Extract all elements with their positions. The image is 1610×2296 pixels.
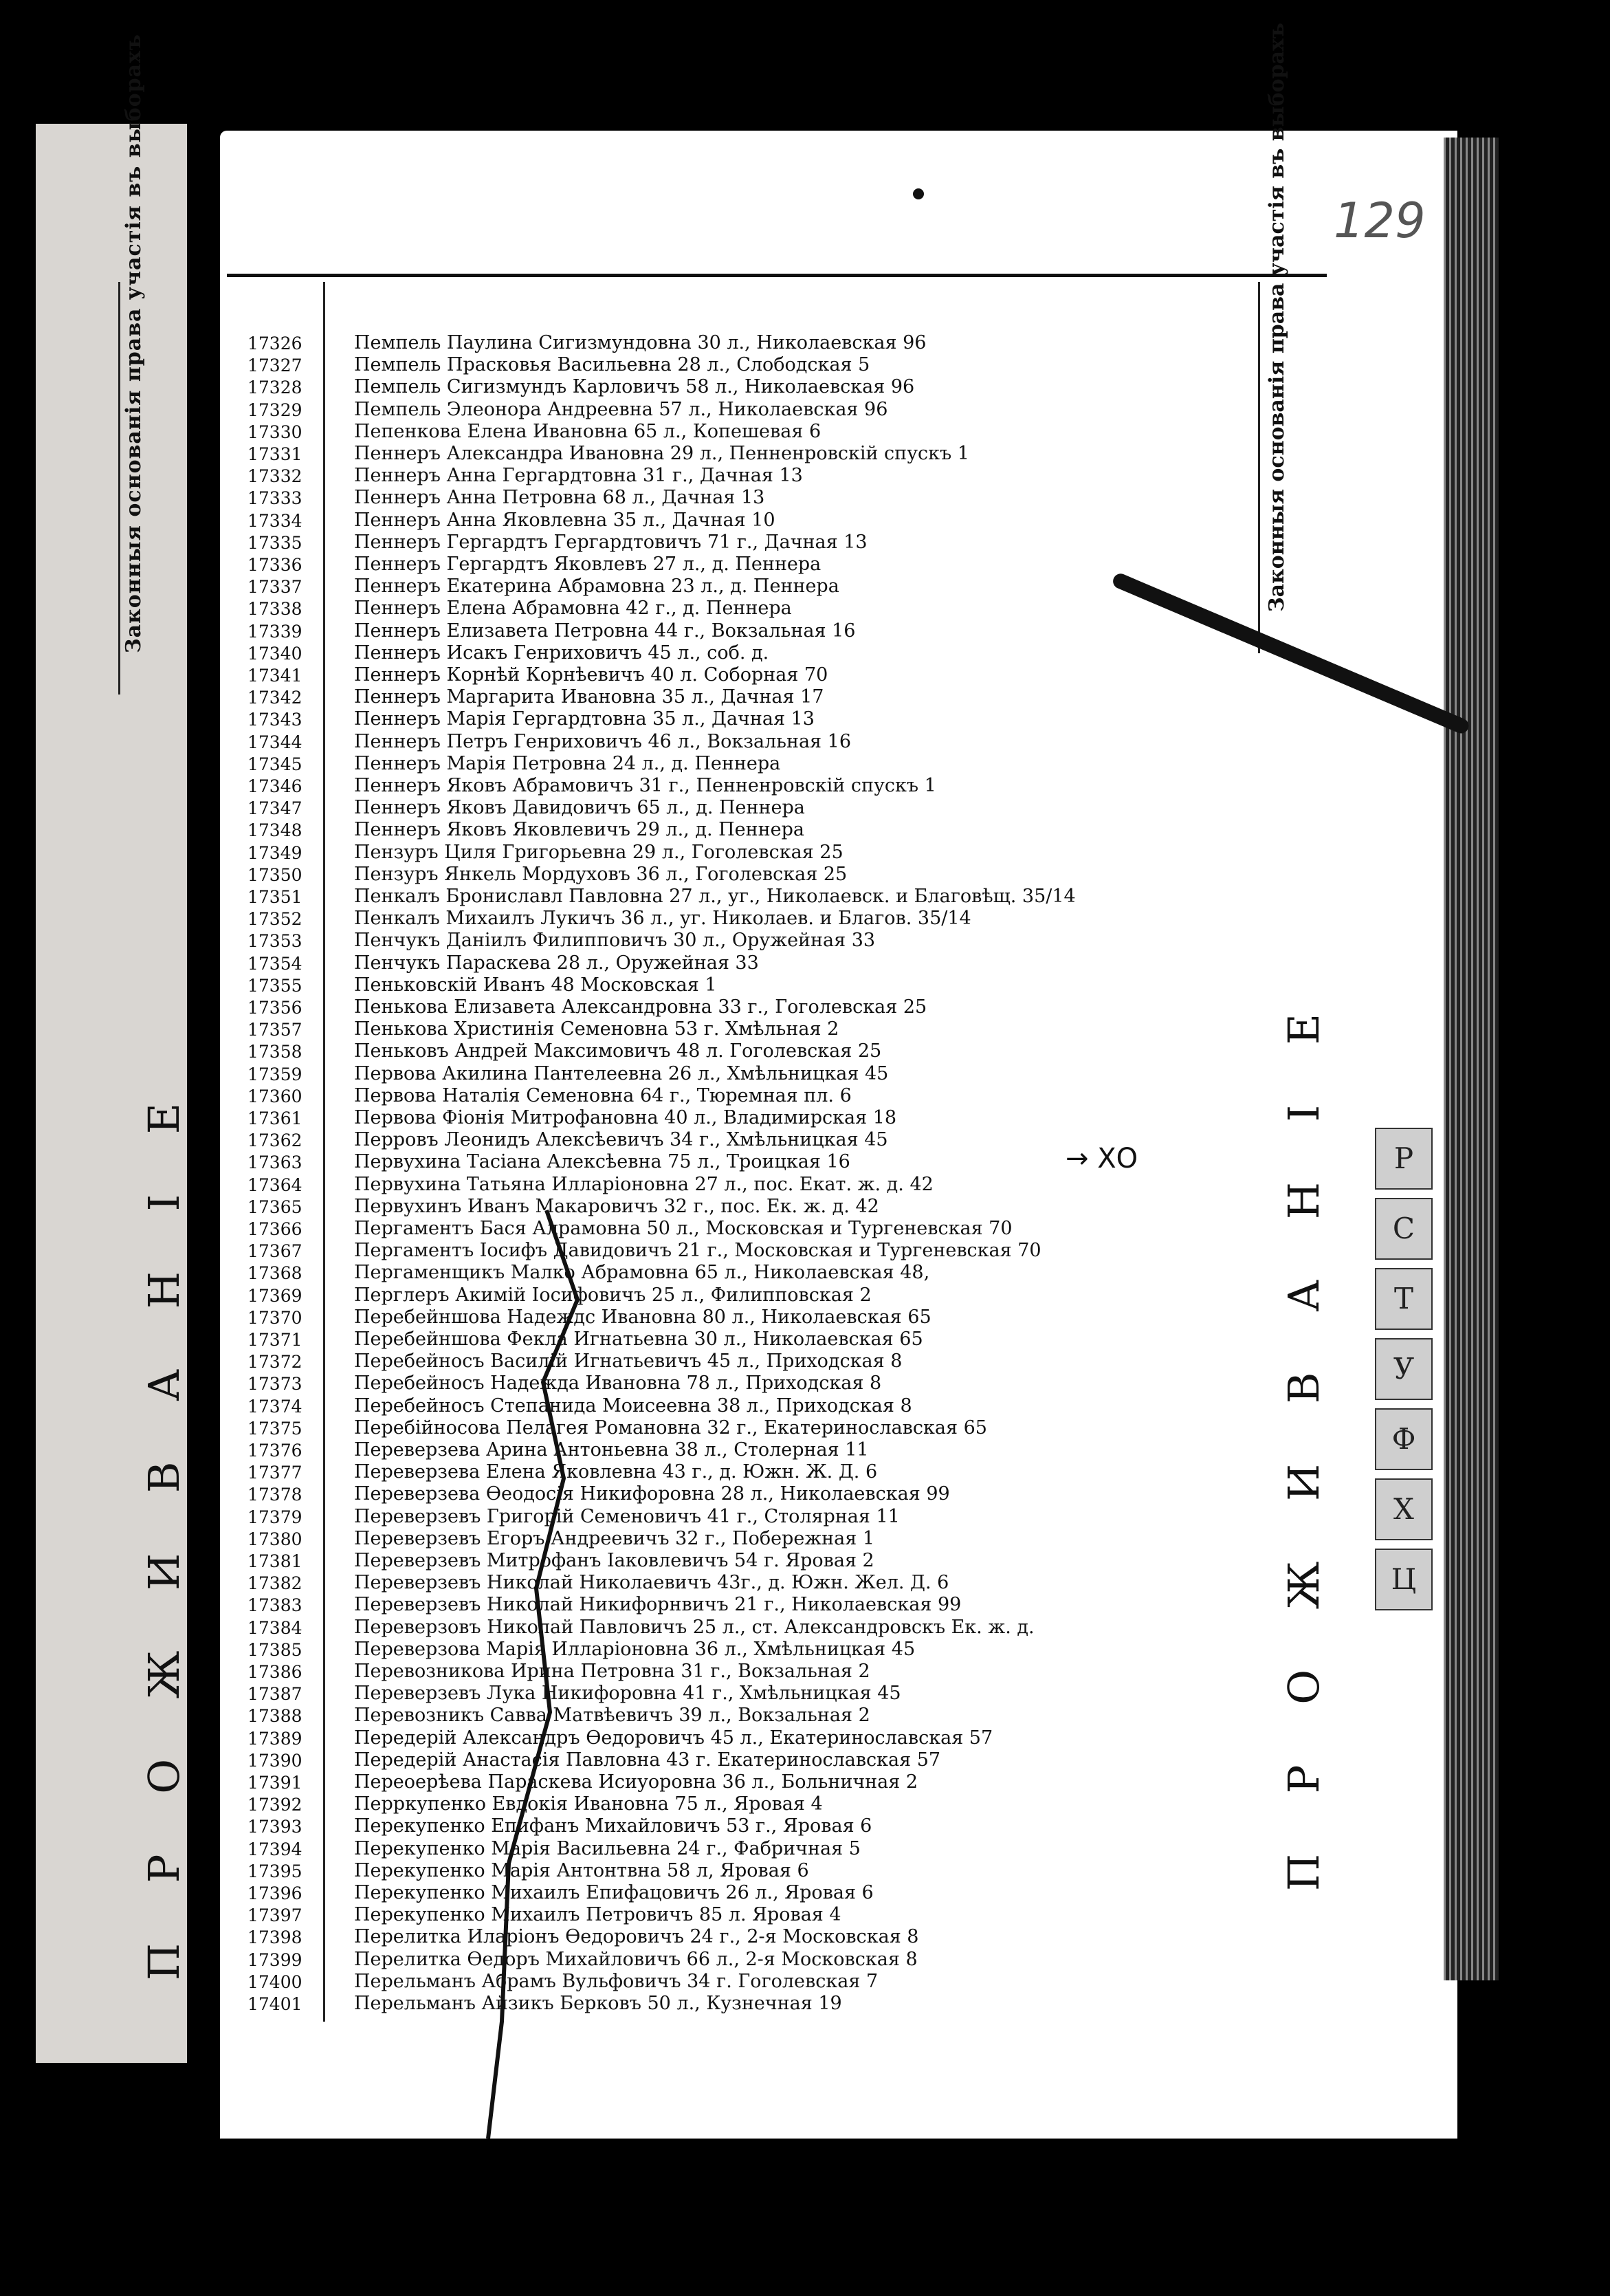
entry-number: 17339 <box>247 621 302 642</box>
entry-number: 17331 <box>247 444 302 464</box>
entry-text: Первухинъ Иванъ Макаровичъ 32 г., пос. Ек. ж. д. 42 <box>354 1195 879 1217</box>
register-page <box>220 23 1457 2139</box>
entry-number: 17345 <box>247 754 302 774</box>
entry-number: 17378 <box>247 1485 302 1505</box>
entry-number: 17337 <box>247 577 302 598</box>
entry-text: Пеннеръ Маргарита Ивановна 35 л., Дачная 17 <box>354 686 824 708</box>
entry-number: 17336 <box>247 555 302 575</box>
entry-number: 17338 <box>247 599 302 620</box>
entry-number: 17387 <box>247 1684 302 1705</box>
entry-text: Пеннеръ Елена Абрамовна 42 г., д. Пеннера <box>354 598 792 620</box>
entry-text: Перебейносъ Василій Игнатьевичъ 45 л., Приходская 8 <box>354 1351 903 1373</box>
entry-text: Пеннеръ Анна Гергардтовна 31 г., Дачная 13 <box>354 465 803 487</box>
entry-number: 17358 <box>247 1042 302 1062</box>
entry-text: Переверзовъ Николай Павловичъ 25 л., ст. Александровскъ Ек. ж. д. <box>354 1616 1035 1638</box>
entry-number: 17401 <box>247 1994 302 2014</box>
entry-text: Пепенкова Елена Ивановна 65 л., Копешевая 6 <box>354 420 821 442</box>
entry-number: 17364 <box>247 1174 302 1195</box>
entry-text: Перебейншова Надеждс Ивановна 80 л., Николаевская 65 <box>354 1306 931 1328</box>
entry-number: 17344 <box>247 732 302 752</box>
entry-number: 17361 <box>247 1108 302 1128</box>
entry-text: Передерій Анастасія Павловна 43 г. Екатеринославская 57 <box>354 1749 941 1771</box>
entry-number: 17341 <box>247 666 302 686</box>
entry-number: 17332 <box>247 466 302 487</box>
entry-number: 17328 <box>247 378 302 398</box>
entry-text: Пеннеръ Анна Яковлевна 35 л., Дачная 10 <box>354 509 775 531</box>
entry-number: 17382 <box>247 1573 302 1594</box>
entry-number: 17363 <box>247 1152 302 1173</box>
entry-text: Пеннеръ Марія Петровна 24 л., д. Пеннера <box>354 752 781 774</box>
entry-text: Пеннеръ Яковъ Яковлевичъ 29 л., д. Пеннера <box>354 819 805 841</box>
entry-number: 17342 <box>247 688 302 708</box>
entry-number: 17379 <box>247 1507 302 1527</box>
entry-number: 17352 <box>247 909 302 930</box>
entry-number: 17374 <box>247 1396 302 1417</box>
entry-number: 17343 <box>247 710 302 730</box>
entry-text: Переверзевъ Николай Николаевичъ 43г., д. Южн. Жел. Д. 6 <box>354 1572 949 1594</box>
entry-number: 17384 <box>247 1617 302 1638</box>
entry-number: 17385 <box>247 1639 302 1660</box>
entry-number: 17340 <box>247 643 302 664</box>
page-crack <box>220 131 1457 2139</box>
entry-text: Пеннеръ Гергардтъ Гергардтовичъ 71 г., Дачная 13 <box>354 531 868 553</box>
entry-text: Пеньковъ Андрей Максимовичъ 48 л. Гоголевская 25 <box>354 1040 882 1062</box>
entry-text: Пензуръ Циля Григорьевна 29 л., Гоголевская 25 <box>354 841 843 863</box>
entry-text: Перекупенко Епифанъ Михайловичъ 53 г., Яровая 6 <box>354 1815 872 1837</box>
right-strip-header: Законныя основанія права участія въ выборахъ <box>1265 23 1289 612</box>
index-tabs <box>1375 1128 1444 1637</box>
entry-number: 17377 <box>247 1463 302 1483</box>
page-number: 129 <box>1334 193 1426 249</box>
entry-number: 17383 <box>247 1595 302 1616</box>
entry-text: Перглеръ Акимій Іосифовичъ 25 л., Филипповская 2 <box>354 1284 872 1306</box>
entry-number: 17326 <box>247 334 302 353</box>
entry-number: 17351 <box>247 887 302 907</box>
entry-text: Переверзевъ Митрофанъ Іаковлевичъ 54 г. Яровая 2 <box>354 1550 874 1571</box>
entry-text: Перркупенко Евдокія Ивановна 75 л., Яровая 4 <box>354 1793 823 1815</box>
entry-text: Перельманъ Абрамъ Вульфовичъ 34 г. Гоголевская 7 <box>354 1970 879 1992</box>
entry-text: Переверзева Елена Яковлевна 43 г., д. Южн. Ж. Д. 6 <box>354 1461 878 1483</box>
entry-text: Перельманъ Айзикъ Берковъ 50 л., Кузнечная 19 <box>354 1993 842 2014</box>
entry-number: 17372 <box>247 1352 302 1373</box>
entry-text: Пеннеръ Гергардтъ Яковлевъ 27 л., д. Пеннера <box>354 554 821 575</box>
entry-text: Перровъ Леонидъ Алексѣевичъ 34 г., Хмѣльницкая 45 <box>354 1129 888 1151</box>
entry-number: 17376 <box>247 1441 302 1461</box>
entry-number: 17397 <box>247 1905 302 1926</box>
entry-text: Перевозникова Ирина Петровна 31 г., Вокзальная 2 <box>354 1661 870 1682</box>
entry-number: 17396 <box>247 1883 302 1903</box>
entry-number: 17381 <box>247 1551 302 1571</box>
entry-text: Переверзевъ Лука Никифоровна 41 г., Хмѣльницкая 45 <box>354 1683 901 1705</box>
entry-text: Первова Фіонія Митрофановна 40 л., Владимирская 18 <box>354 1107 897 1128</box>
entry-text: Пеннеръ Екатерина Абрамовна 23 л., д. Пеннера <box>354 576 839 598</box>
left-strip-header: Законныя основанія права участія въ выборахъ <box>122 34 146 653</box>
entry-text: Первова Акилина Пантелеевна 26 л., Хмѣльницкая 45 <box>354 1062 889 1084</box>
entry-text: Пеннеръ Исакъ Генриховичъ 45 л., соб. д. <box>354 642 769 664</box>
entry-number: 17354 <box>247 953 302 974</box>
entry-text: Перекупенко Михаилъ Петровичъ 85 л. Яровая 4 <box>354 1904 841 1926</box>
entry-number: 17369 <box>247 1285 302 1306</box>
entry-text: Переверзева Ѳеодосія Никифоровна 28 л., Николаевская 99 <box>354 1483 950 1505</box>
entry-number: 17388 <box>247 1706 302 1727</box>
entry-number: 17366 <box>247 1219 302 1239</box>
entry-text: Переверзевъ Григорій Семеновичъ 41 г., Столярная 11 <box>354 1505 900 1527</box>
entry-number: 17373 <box>247 1374 302 1395</box>
index-tab[interactable]: С <box>1375 1198 1433 1260</box>
entry-text: Перевозникъ Савва Матвѣевичъ 39 л., Вокзальная 2 <box>354 1705 870 1727</box>
entry-text: Первухина Тасіана Алексѣевна 75 л., Троицкая 16 <box>354 1151 850 1173</box>
entry-text: Перелитка Ѳедоръ Михайловичъ 66 л., 2-я Московская 8 <box>354 1948 918 1970</box>
entry-number: 17390 <box>247 1750 302 1771</box>
entry-number: 17349 <box>247 842 302 863</box>
index-tab[interactable]: Ф <box>1375 1408 1433 1470</box>
entry-text: Пенчукъ Даніилъ Филипповичъ 30 л., Оружейная 33 <box>354 930 876 952</box>
entry-number: 17393 <box>247 1817 302 1837</box>
entry-text: Пеньковскій Иванъ 48 Московская 1 <box>354 974 717 996</box>
entry-number: 17391 <box>247 1773 302 1793</box>
entry-text: Пеннеръ Елизавета Петровна 44 г., Вокзальная 16 <box>354 620 856 642</box>
entry-text: Переверзова Марія Илларіоновна 36 л., Хмѣльницкая 45 <box>354 1638 916 1660</box>
entry-text: Передерій Александръ Ѳедоровичъ 45 л., Екатеринославская 57 <box>354 1727 993 1749</box>
entry-text: Перебейносъ Надежда Ивановна 78 л., Приходская 8 <box>354 1373 882 1395</box>
entry-number: 17353 <box>247 931 302 952</box>
entry-number: 17389 <box>247 1728 302 1749</box>
entry-number: 17375 <box>247 1418 302 1439</box>
left-strip-title: П Р О Ж И В А Н І Е <box>139 1079 189 1980</box>
entry-text: Пенчукъ Параскева 28 л., Оружейная 33 <box>354 952 759 974</box>
index-tab[interactable]: Р <box>1375 1128 1433 1190</box>
entry-text: Переверзевъ Николай Никифорнвичъ 21 г., Николаевская 99 <box>354 1594 962 1616</box>
entry-number: 17400 <box>247 1971 302 1992</box>
entry-number: 17346 <box>247 776 302 796</box>
entry-number: 17357 <box>247 1020 302 1040</box>
entry-text: Пеннеръ Яковъ Абрамовичъ 31 г., Пенненровскій спускъ 1 <box>354 775 936 796</box>
entry-text: Пергаменщикъ Малко Абрамовна 65 л., Николаевская 48, <box>354 1262 930 1284</box>
entry-text: Пенькова Христинія Семеновна 53 г. Хмѣльная 2 <box>354 1018 839 1040</box>
entry-number: 17399 <box>247 1949 302 1970</box>
entry-text: Пеннеръ Марія Гергардтовна 35 л., Дачная 13 <box>354 708 815 730</box>
page-stack-edge <box>1444 138 1499 1980</box>
entry-number: 17380 <box>247 1529 302 1549</box>
entry-text: Пемпель Элеонора Андреевна 57 л., Николаевская 96 <box>354 398 888 420</box>
index-tab[interactable]: Ц <box>1375 1549 1433 1610</box>
entry-number: 17350 <box>247 864 302 885</box>
entry-text: Переверзева Арина Антоньевна 38 л., Столерная 11 <box>354 1439 869 1461</box>
entry-text: Первова Наталія Семеновна 64 г., Тюремная пл. 6 <box>354 1084 852 1106</box>
entry-number: 17368 <box>247 1263 302 1284</box>
entry-text: Пензуръ Янкель Мордуховъ 36 л., Гоголевская 25 <box>354 863 848 885</box>
entry-number: 17333 <box>247 488 302 509</box>
index-tab[interactable]: Х <box>1375 1478 1433 1540</box>
entry-number: 17335 <box>247 532 302 553</box>
entry-text: Перебійносова Пелагея Романовна 32 г., Екатеринославская 65 <box>354 1417 987 1439</box>
entry-text: Перебейншова Фекла Игнатьевна 30 л., Николаевская 65 <box>354 1329 923 1350</box>
index-tab[interactable]: Т <box>1375 1268 1433 1330</box>
entry-number: 17356 <box>247 998 302 1018</box>
entry-text: Пенкалъ Михаилъ Лукичъ 36 л., уг. Николаев. и Благов. 35/14 <box>354 908 971 930</box>
entry-text: Пемпель Паулина Сигизмундовна 30 л., Николаевская 96 <box>354 332 927 353</box>
entry-number: 17371 <box>247 1330 302 1350</box>
entry-text: Пергаментъ Іосифъ Давидовичъ 21 г., Московская и Тургеневская 70 <box>354 1240 1041 1262</box>
entry-number: 17395 <box>247 1861 302 1881</box>
entry-text: Переоерѣева Параскева Исиуоровна 36 л., Больничная 2 <box>354 1771 918 1793</box>
entry-number: 17370 <box>247 1307 302 1328</box>
entry-text: Пенькова Елизавета Александровна 33 г., Гоголевская 25 <box>354 996 927 1018</box>
entry-number: 17360 <box>247 1086 302 1106</box>
entry-text: Перекупенко Михаилъ Епифацовичъ 26 л., Яровая 6 <box>354 1882 874 1903</box>
entry-text: Перебейносъ Степанида Моисеевна 38 л., Приходская 8 <box>354 1395 912 1417</box>
entry-number: 17334 <box>247 510 302 531</box>
entry-number: 17362 <box>247 1130 302 1151</box>
entry-text: Пеннеръ Анна Петровна 68 л., Дачная 13 <box>354 487 765 509</box>
entry-number: 17365 <box>247 1196 302 1217</box>
entry-number: 17367 <box>247 1241 302 1262</box>
entry-text: Пергаментъ Бася Алрамовна 50 л., Московская и Тургеневская 70 <box>354 1218 1013 1239</box>
entry-number: 17359 <box>247 1064 302 1084</box>
left-page-strip <box>36 34 189 2063</box>
entry-text: Пенкалъ Брониславл Павловна 27 л., уг., Николаевск. и Благовѣщ. 35/14 <box>354 886 1076 907</box>
entry-text: Пеннеръ Александра Ивановна 29 л., Пенненровскій спускъ 1 <box>354 443 969 464</box>
right-strip-title: П Р О Ж И В А Н І Е <box>1279 990 1329 1891</box>
entry-number: 17355 <box>247 975 302 996</box>
entry-text: Пеннеръ Яковъ Давидовичъ 65 л., д. Пеннера <box>354 797 805 819</box>
entry-number: 17348 <box>247 820 302 841</box>
entry-text: Перекупенко Марія Антонтвна 58 л, Яровая 6 <box>354 1859 809 1881</box>
entry-text: Пемпель Сигизмундъ Карловичъ 58 л., Николаевская 96 <box>354 376 915 398</box>
entry-text: Перелитка Иларіонъ Ѳедоровичъ 24 г., 2-я Московская 8 <box>354 1926 919 1948</box>
handwritten-annotation: → ХО <box>1066 1143 1138 1174</box>
entry-number: 17347 <box>247 798 302 819</box>
entry-text: Пемпель Прасковья Васильевна 28 л., Слободская 5 <box>354 354 870 376</box>
entry-number: 17398 <box>247 1927 302 1948</box>
entry-text: Пеннеръ Петръ Генриховичъ 46 л., Вокзальная 16 <box>354 730 852 752</box>
entry-text: Переверзевъ Егоръ Андреевичъ 32 г., Побережная 1 <box>354 1527 875 1549</box>
entry-number: 17330 <box>247 422 302 442</box>
entry-number: 17394 <box>247 1839 302 1859</box>
entry-number: 17392 <box>247 1795 302 1815</box>
index-tab[interactable]: У <box>1375 1338 1433 1400</box>
entry-number: 17386 <box>247 1662 302 1682</box>
entry-number: 17329 <box>247 400 302 420</box>
entry-text: Пеннеръ Корнѣй Корнѣевичъ 40 л. Соборная 70 <box>354 664 828 686</box>
entry-number: 17327 <box>247 356 302 376</box>
entry-text: Первухина Татьяна Илларіоновна 27 л., пос. Екат. ж. д. 42 <box>354 1173 934 1195</box>
entry-text: Перекупенко Марія Васильевна 24 г., Фабричная 5 <box>354 1837 861 1859</box>
